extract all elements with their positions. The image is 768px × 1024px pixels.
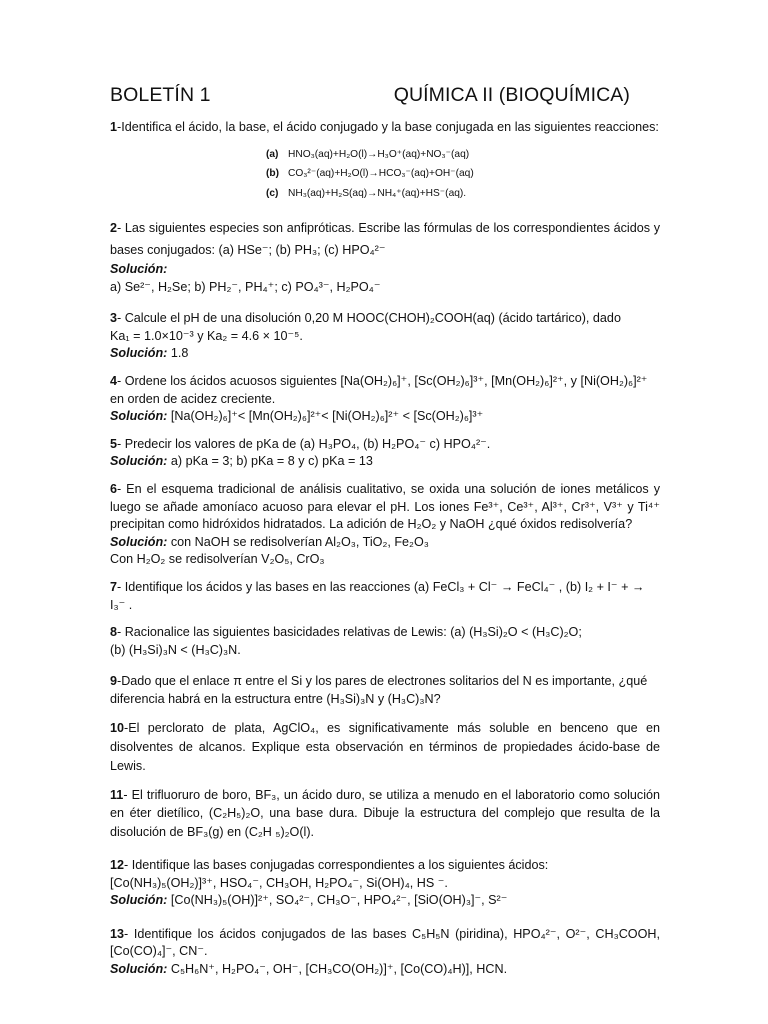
solution-text: C₅H₆N⁺, H₂PO₄⁻, OH⁻, [CH₃CO(OH₂)]⁺, [Co(CO)₄H)], HCN. xyxy=(167,962,508,977)
reaction-label: (b) xyxy=(266,168,280,180)
question-number: 10 xyxy=(110,720,125,735)
question-number: 9 xyxy=(110,674,118,689)
question-text: - Calcule el pH de una disolución 0,20 M HOOC(CHOH)₂COOH(aq) (ácido tartárico), dado xyxy=(117,311,621,326)
question-7 xyxy=(110,579,660,614)
solution-label: Solución: xyxy=(110,262,168,277)
solution-label: Solución: xyxy=(110,409,168,424)
question-10 xyxy=(110,719,660,776)
reaction-equation: HNO₃(aq)+H₂O(l)→H₃O⁺(aq)+NO₃⁻(aq) xyxy=(288,148,470,160)
solution-text: [Na(OH₂)₆]⁺< [Mn(OH₂)₆]²⁺< [Ni(OH₂)₆]²⁺ < [Sc(OH₂)₆]³⁺ xyxy=(167,409,484,424)
question-text: - Racionalice las siguientes basicidades relativas de Lewis: (a) (H₃Si)₂O < (H₃C)₂O; xyxy=(117,625,582,640)
question-8 xyxy=(110,624,660,659)
solution-text: a) pKa = 3; b) pKa = 8 y c) pKa = 13 xyxy=(167,454,373,469)
question-text: - Identifique los ácidos conjugados de las bases C₅H₅N (piridina), HPO₄²⁻, O²⁻, CH₃COOH, [Co(CO)₄]⁻, CN⁻. xyxy=(110,926,660,959)
question-number: 2 xyxy=(110,221,118,236)
question-number: 7 xyxy=(110,580,118,594)
question-text: -Dado que el enlace π entre el Si y los pares de electrones solitarios del N es importante, ¿qué diferencia habrá en la estructura entre (H₃Si)₃N y (H₃C)₃N? xyxy=(110,674,648,706)
solution-text-line-2: Con H₂O₂ se redisolverían V₂O₅, CrO₃ xyxy=(110,552,325,567)
solution-text: [Co(NH₃)₅(OH)]²⁺, SO₄²⁻, CH₃O⁻, HPO₄²⁻, [SiO(OH)₃]⁻, S²⁻ xyxy=(167,893,508,908)
question-text: - El trifluoruro de boro, BF₃, un ácido duro, se utiliza a menudo en el laboratorio como solución en éter dietílico, (C₂H₅)₂O, una base dura. Dibuje la estructura del complejo que resulta de la disolución de BF₃(g) en (C₂H ₅)₂O(l). xyxy=(110,787,660,839)
solution-label: Solución: xyxy=(110,346,168,361)
solution-label: Solución: xyxy=(110,454,168,469)
question-number: 12 xyxy=(110,858,125,873)
question-text: - En el esquema tradicional de análisis cualitativo, se oxida una solución de iones metálicos y luego se añade amoníaco acuoso para elevar el pH. Los iones Fe³⁺, Ce³⁺, Al³⁺, Cr³⁺, V³⁺ y Ti⁴⁺ precipitan como hidróxidos hidratados. La adición de H₂O₂ y NaOH ¿qué óxidos redisolvería? xyxy=(110,482,660,532)
question-13 xyxy=(110,926,660,979)
question-text: -Identifica el ácido, la base, el ácido conjugado y la base conjugada en las siguientes reacciones: xyxy=(117,120,659,134)
question-number: 5 xyxy=(110,436,118,451)
question-4 xyxy=(110,373,660,426)
reaction-equation: CO₃²⁻(aq)+H₂O(l)→HCO₃⁻(aq)+OH⁻(aq) xyxy=(288,168,474,180)
course-title: QUÍMICA II (BIOQUÍMICA) xyxy=(393,84,630,106)
question-text: - Identifique los ácidos y las bases en las reacciones (a) FeCl₃ + Cl⁻ → FeCl₄⁻ , (b) I₂ + I⁻ + → I₃⁻ . xyxy=(110,580,645,612)
question-number: 1 xyxy=(110,120,118,134)
question-12 xyxy=(110,857,660,910)
reaction-label: (c) xyxy=(266,187,279,199)
question-6 xyxy=(110,481,660,569)
question-number: 3 xyxy=(110,311,118,326)
question-text-line-2: Ka₁ = 1.0×10⁻³ y Ka₂ = 4.6 × 10⁻⁵. xyxy=(110,328,303,343)
reaction-item xyxy=(266,184,660,204)
reaction-item xyxy=(266,145,660,165)
question-text: - Predecir los valores de pKa de (a) H₃PO₄, (b) H₂PO₄⁻ c) HPO₄²⁻. xyxy=(117,436,491,451)
question-number: 8 xyxy=(110,625,118,640)
document-page xyxy=(110,84,660,989)
question-text: - Identifique las bases conjugadas correspondientes a los siguientes ácidos: xyxy=(124,858,549,873)
reaction-equation: NH₃(aq)+H₂S(aq)→NH₄⁺(aq)+HS⁻(aq). xyxy=(288,187,467,199)
question-9 xyxy=(110,673,660,708)
question-text-line-2: (b) (H₃Si)₃N < (H₃C)₃N. xyxy=(110,642,241,657)
question-1 xyxy=(110,119,660,203)
solution-text: a) Se²⁻, H₂Se; b) PH₂⁻, PH₄⁺; c) PO₄³⁻, H₂PO₄⁻ xyxy=(110,279,381,294)
question-text-line-2: [Co(NH₃)₅(OH₂)]³⁺, HSO₄⁻, CH₃OH, H₂PO₄⁻, Si(OH)₄, HS ⁻. xyxy=(110,875,448,890)
solution-text: con NaOH se redisolverían Al₂O₃, TiO₂, Fe₂O₃ xyxy=(167,534,429,549)
question-number: 6 xyxy=(110,482,118,497)
question-text: - Ordene los ácidos acuosos siguientes [Na(OH₂)₆]⁺, [Sc(OH₂)₆]³⁺, [Mn(OH₂)₆]²⁺, y [Ni(OH₂)₆]²⁺ en orden de acidez creciente. xyxy=(110,374,648,406)
question-number: 11 xyxy=(110,787,124,802)
question-2 xyxy=(110,217,660,296)
solution-label: Solución: xyxy=(110,534,168,549)
question-text: -El perclorato de plata, AgClO₄, es significativamente más soluble en benceno que en disolventes de alcanos. Explique esta observación en términos de propiedades ácido-base de Lewis. xyxy=(110,720,660,773)
bulletin-title: BOLETÍN 1 xyxy=(110,84,211,106)
solution-label: Solución: xyxy=(110,962,168,977)
solution-label: Solución: xyxy=(110,893,168,908)
document-header xyxy=(110,84,660,107)
reaction-label: (a) xyxy=(266,148,279,160)
question-number: 13 xyxy=(110,926,125,941)
reaction-item xyxy=(266,164,660,184)
question-11 xyxy=(110,786,660,842)
question-number: 4 xyxy=(110,374,118,389)
question-5 xyxy=(110,436,660,471)
solution-text: 1.8 xyxy=(167,346,189,361)
question-text: - Las siguientes especies son anfipróticas. Escribe las fórmulas de los correspondientes ácidos y bases conjugados: (a) HSe⁻; (b) PH₃; (c) HPO₄²⁻ xyxy=(110,221,660,258)
reaction-list xyxy=(266,145,660,204)
question-3 xyxy=(110,310,660,363)
